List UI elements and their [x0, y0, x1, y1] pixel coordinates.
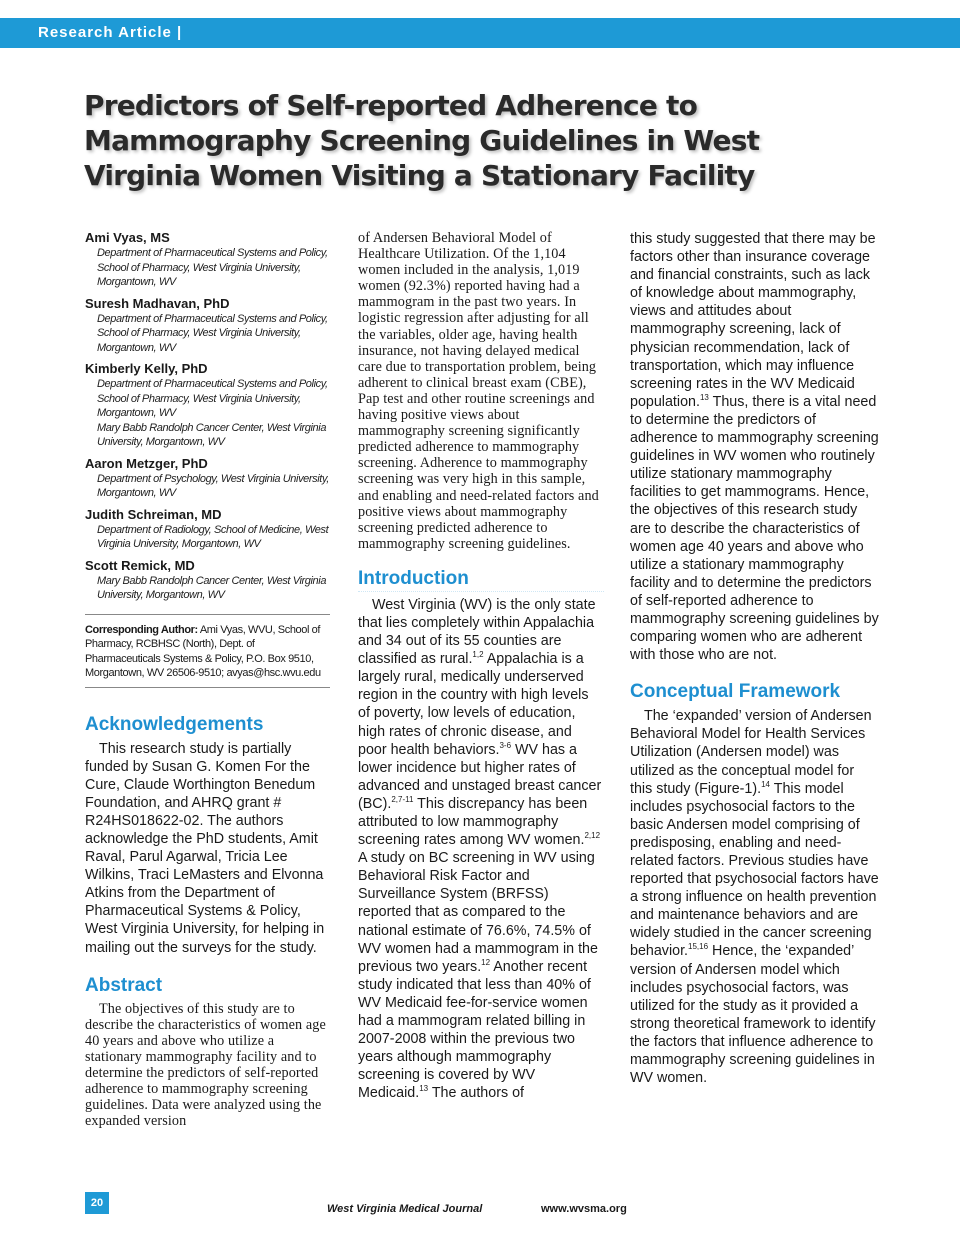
- abstract-text-part2: of Andersen Behavioral Model of Healthcare Utilization. Of the 1,104 women included in the analysis, 1,019 women (92.3%) reported having had a mammogram in the past two years. In logistic regression after adjusting for all the variables, older age, having health insurance, not having delayed medical care due to transportation problem, being adherent to clinical breast exam (CBE), Pap test and other routine screenings and having positive views about mammography screening significantly predicted adherence to mammography screening. Adherence to mammography screening was very high in this sample, and enabling and need-related factors and positive views about mammography screening predicted adherence to mammography screening guidelines.: [358, 230, 599, 552]
- corresponding-author-label: Corresponding Author:: [85, 623, 198, 636]
- author-affiliation: Mary Babb Randolph Cancer Center, West Virginia University, Morgantown, WV: [97, 421, 327, 448]
- citation: 12: [481, 957, 491, 967]
- citation: 14: [761, 779, 771, 789]
- author-name: Scott Remick, MD: [85, 557, 195, 573]
- author-affiliation: Department of Pharmaceutical Systems and Policy, School of Pharmacy, West Virginia University, Morgantown, WV: [97, 247, 328, 288]
- author-name: Judith Schreiman, MD: [85, 506, 222, 522]
- acknowledgements-heading: Acknowledgements: [85, 713, 264, 735]
- introduction-text-continued: this study suggested that there may be factors other than insurance coverage and financial constraints, such as lack of knowledge about mammography, views and attitudes about mammography screening, lack of physician recommendation, lack of transportation, which may influence screening rates in the WV Medicaid population.$^{13}$ Thus, there is a vital need to determine the predictors of adherence to mammography screening guidelines in WV women who routinely utilize stationary mammography facilities to get mammograms. Hence, the objectives of this research study are to describe the characteristics of women age 40 years and above who utilize a stationary mammography facility and to determine the predictors of self-reported adherence to mammography screening guidelines by comparing women who are adherent with those who are not.: [630, 231, 879, 664]
- journal-name: West Virginia Medical Journal: [327, 1203, 483, 1215]
- page-number: 20: [85, 1192, 109, 1214]
- author-affiliation: Mary Babb Randolph Cancer Center, West Virginia University, Morgantown, WV: [97, 574, 327, 601]
- column-right: [630, 230, 880, 1087]
- section-label: Research Article |: [38, 24, 183, 41]
- column-left: [85, 230, 330, 1129]
- author-name: Aaron Metzger, PhD: [85, 455, 208, 471]
- author-name: Kimberly Kelly, PhD: [85, 361, 208, 376]
- citation: 1,2: [472, 650, 484, 660]
- abstract-heading: Abstract: [85, 974, 163, 996]
- author-name: Ami Vyas, MS: [85, 230, 170, 245]
- citation: 13: [419, 1084, 429, 1094]
- column-middle: [358, 230, 604, 1103]
- acknowledgements-text: This research study is partially funded by Susan G. Komen For the Cure, Claude Worthington Benedum Foundation, and AHRQ grant # R24HS018622-02. The authors acknowledge the PhD students, Amit Raval, Parul Agarwal, Tricia Lee Wilkins, Traci LeMasters and Elvonna Atkins from the Department of Pharmaceutical Systems & Policy, West Virginia University, for helping in mailing out the surveys for the study.: [85, 740, 325, 956]
- citation: 15,16: [688, 942, 709, 952]
- corresponding-author: [85, 614, 330, 688]
- framework-text: The ‘expanded’ version of Andersen Behavioral Model for Health Services Utilization (Andersen model) was utilized as the conceptual model for this study (Figure-1).$^{14}$ This model includes psychosocial factors to the basic Andersen model comprising of predisposing, enabling and need-related factors. Previous studies have reported that psychosocial factors have a strong influence on health prevention and maintenance behaviors and are widely studied in the cancer screening behavior.$^{15,16}$ Hence, the ‘expanded’ version of Andersen model which includes psychosocial factors, was utilized for the study as it provided a strong theoretical framework to identify the factors that influence adherence to mammography screening guidelines in WV women.: [630, 708, 879, 1087]
- introduction-heading: Introduction: [358, 568, 604, 592]
- author-affiliation: Department of Psychology, West Virginia University, Morgantown, WV: [97, 472, 329, 499]
- citation: 3-6: [499, 740, 512, 750]
- author-affiliation: Department of Pharmaceutical Systems and Policy, School of Pharmacy, West Virginia University, Morgantown, WV: [97, 378, 328, 419]
- journal-url: www.wvsma.org: [541, 1203, 627, 1215]
- citation: 2,7-11: [391, 795, 414, 805]
- author-affiliation: Department of Radiology, School of Medicine, West Virginia University, Morgantown, WV: [97, 523, 329, 550]
- citation: 13: [699, 393, 709, 403]
- framework-heading: Conceptual Framework: [630, 681, 841, 703]
- author-list: [85, 230, 330, 603]
- author-affiliation: Department of Pharmaceutical Systems and Policy, School of Pharmacy, West Virginia University, Morgantown, WV: [97, 312, 328, 354]
- section-label-bar: [0, 18, 960, 48]
- article-title: Predictors of Self-reported Adherence to Mammography Screening Guidelines in West Virginia Women Visiting a Stationary Facility: [84, 89, 760, 192]
- introduction-text: West Virginia (WV) is the only state that lies completely within Appalachia and 34 out of its 55 counties are classified as rural.$^{1,2}$ Appalachia is a largely rural, medically underserved region in the country with high levels of poverty, low levels of education, high rates of chronic disease, and poor health behaviors.$^{3-6}$ WV has a lower incidence but higher rates of advanced and unstaged breast cancer (BC).$^{2,7-11}$ This discrepancy has been attributed to low mammography screening rates among WV women.$^{2,12}$ A study on BC screening in WV using Behavioral Risk Factor and Surveillance System (BRFSS) reported that as compared to the national estimate of 76.6%, 74.5% of WV women had a mammogram in the previous two years.$^{12}$ Another recent study indicated that less than 40% of WV Medicaid fee-for-service women had a mammogram related billing in 2007-2008 within the previous two years although mammography screening is covered by WV Medicaid.$^{13}$ The authors of: [358, 596, 602, 1102]
- corresponding-author-details: Ami Vyas, WVU, School of Pharmacy, RCBHSC (North), Dept. of Pharmaceuticals Systems & Policy, P.O. Box 9510, Morgantown, WV 26506-9510; avyas@hsc.wvu.edu: [85, 623, 321, 679]
- abstract-text-part1: The objectives of this study are to describe the characteristics of women age 40 years and above who utilize a stationary mammography facility and to determine the predictors of self-reported adherence to mammography screening guidelines. Data were analyzed using the expanded version: [85, 1000, 326, 1130]
- citation: 2,12: [584, 831, 601, 841]
- author-name: Suresh Madhavan, PhD: [85, 295, 230, 311]
